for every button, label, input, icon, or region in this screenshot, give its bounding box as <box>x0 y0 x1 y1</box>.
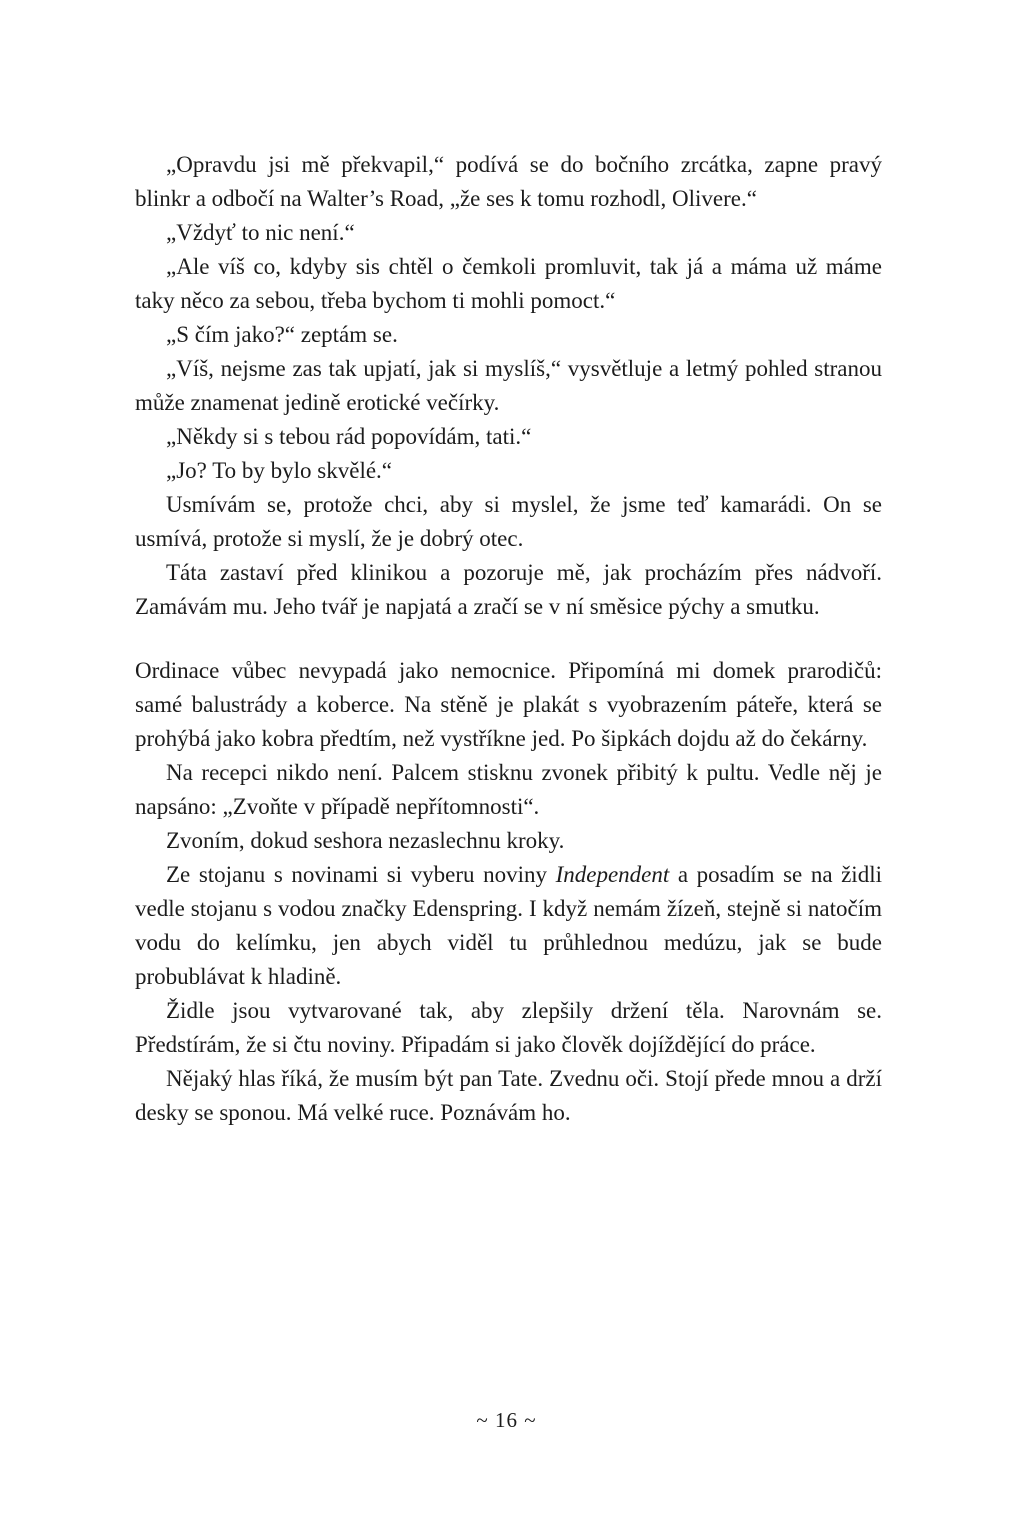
paragraph <box>135 318 882 352</box>
paragraph <box>135 216 882 250</box>
paragraph <box>135 420 882 454</box>
paragraph <box>135 858 882 994</box>
italic-text-segment: Independent <box>555 862 670 887</box>
paragraph <box>135 148 882 216</box>
paragraph <box>135 824 882 858</box>
text-segment: a posadím se na židli vedle stojanu s vodou značky Edenspring. I když nemám žízeň, stejně si natočím vodu do kelímku, jen abych viděl tu průhlednou medúzu, jak se bude probublávat k hladině. <box>135 862 882 989</box>
text-segment: Na recepci nikdo není. Palcem stisknu zvonek přibitý k pultu. Vedle něj je napsáno: „Zvoňte v případě nepřítomnosti“. <box>135 760 882 819</box>
text-segment: „Ale víš co, kdyby sis chtěl o čemkoli promluvit, tak já a máma už máme taky něco za sebou, třeba bychom ti mohli pomoct.“ <box>135 254 882 313</box>
body-text <box>135 148 882 1130</box>
text-segment: „Opravdu jsi mě překvapil,“ podívá se do bočního zrcátka, zapne pravý blinkr a odbočí na Walter’s Road, „že ses k tomu rozhodl, Olivere.“ <box>135 152 882 211</box>
text-segment: „Jo? To by bylo skvělé.“ <box>166 458 393 483</box>
text-segment: „Vždyť to nic není.“ <box>166 220 355 245</box>
paragraph <box>135 1062 882 1130</box>
page-number: ~ 16 ~ <box>476 1408 537 1432</box>
text-segment: Usmívám se, protože chci, aby si myslel, že jsme teď kamarádi. On se usmívá, protože si myslí, že je dobrý otec. <box>135 492 882 551</box>
paragraph <box>135 556 882 624</box>
text-segment: „Někdy si s tebou rád popovídám, tati.“ <box>166 424 532 449</box>
paragraph <box>135 352 882 420</box>
text-segment: Táta zastaví před klinikou a pozoruje mě, jak procházím přes nádvoří. Zamávám mu. Jeho tvář je napjatá a zračí se v ní směsice pýchy a smutku. <box>135 560 882 619</box>
paragraph <box>135 250 882 318</box>
paragraph <box>135 756 882 824</box>
paragraph <box>135 488 882 556</box>
text-segment: „S čím jako?“ zeptám se. <box>166 322 398 347</box>
text-segment: „Víš, nejsme zas tak upjatí, jak si myslíš,“ vysvětluje a letmý pohled stranou může znamenat jedině erotické večírky. <box>135 356 882 415</box>
text-segment: Nějaký hlas říká, že musím být pan Tate. Zvednu oči. Stojí přede mnou a drží desky se sponou. Má velké ruce. Poznávám ho. <box>135 1066 882 1125</box>
text-segment: Ordinace vůbec nevypadá jako nemocnice. Připomíná mi domek prarodičů: samé balustrády a koberce. Na stěně je plakát s vyobrazením páteře, která se prohýbá jako kobra předtím, než vystříkne jed. Po šipkách dojdu až do čekárny. <box>135 658 882 751</box>
paragraph <box>135 654 882 756</box>
paragraph <box>135 454 882 488</box>
text-segment: Židle jsou vytvarované tak, aby zlepšily držení těla. Narovnám se. Předstírám, že si čtu noviny. Připadám si jako člověk dojíždějící do práce. <box>135 998 882 1057</box>
text-segment: Zvoním, dokud seshora nezaslechnu kroky. <box>166 828 565 853</box>
paragraph <box>135 994 882 1062</box>
text-segment: Ze stojanu s novinami si vyberu noviny <box>166 862 556 887</box>
